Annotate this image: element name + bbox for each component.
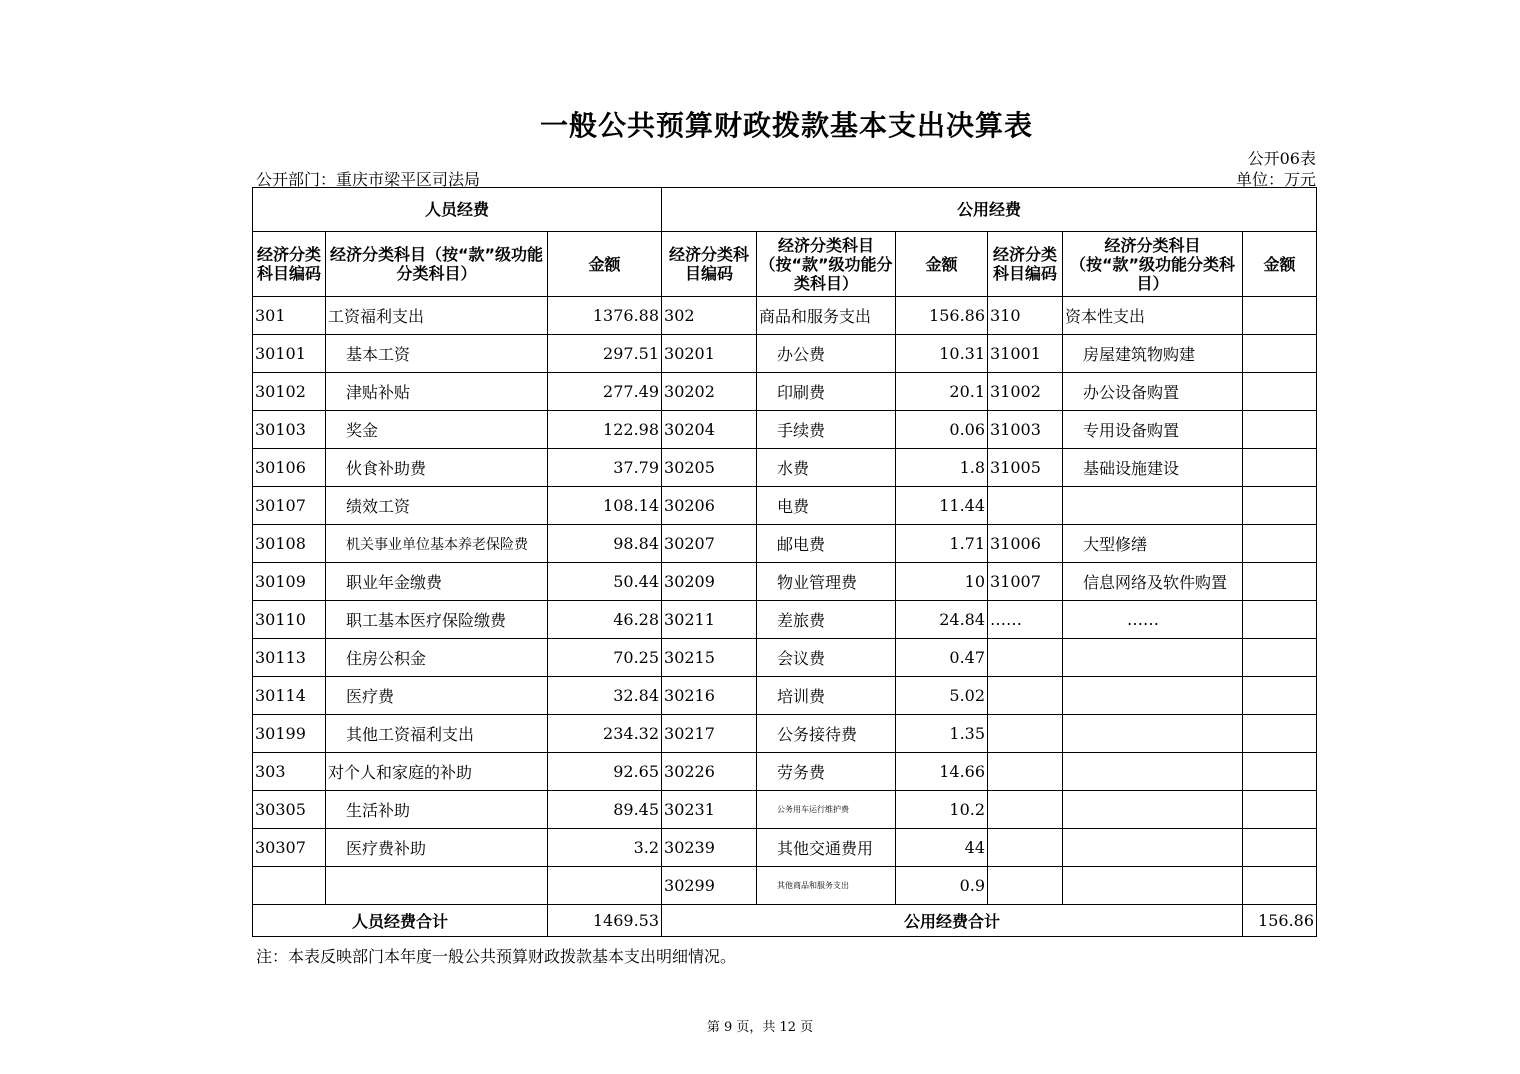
cell-name: [1063, 829, 1243, 867]
cell-code: 31002: [988, 373, 1063, 411]
cell-name: 资本性支出: [1063, 297, 1243, 335]
cell-name: 对个人和家庭的补助: [326, 753, 548, 791]
cell-amount: 277.49: [548, 373, 662, 411]
cell-name: 职业年金缴费: [326, 563, 548, 601]
cell-code: 30207: [662, 525, 757, 563]
cell-name: 公务接待费: [757, 715, 896, 753]
cell-name: 大型修缮: [1063, 525, 1243, 563]
cell-amount: 10: [896, 563, 988, 601]
expenditure-table: [252, 187, 1317, 937]
table-row: [253, 753, 1317, 791]
cell-code: [988, 487, 1063, 525]
cell-amount: [1243, 487, 1317, 525]
cell-amount: 108.14: [548, 487, 662, 525]
group-header-row: [253, 188, 1317, 232]
cell-name: 印刷费: [757, 373, 896, 411]
cell-name: 基础设施建设: [1063, 449, 1243, 487]
cell-amount: [1243, 601, 1317, 639]
cell-amount: 32.84: [548, 677, 662, 715]
cell-code: 30217: [662, 715, 757, 753]
cell-code: 30108: [253, 525, 326, 563]
cell-code: 30202: [662, 373, 757, 411]
cell-amount: 1.8: [896, 449, 988, 487]
cell-name: 专用设备购置: [1063, 411, 1243, 449]
cell-amount: 44: [896, 829, 988, 867]
form-number: 公开06表: [1247, 149, 1316, 168]
cell-code: 30299: [662, 867, 757, 905]
cell-amount: [1243, 525, 1317, 563]
cell-amount: [1243, 297, 1317, 335]
cell-code: 30209: [662, 563, 757, 601]
cell-amount: 234.32: [548, 715, 662, 753]
cell-amount: 50.44: [548, 563, 662, 601]
column-header-code: 经济分类科目编码: [988, 232, 1063, 297]
cell-amount: [1243, 563, 1317, 601]
cell-name: 办公设备购置: [1063, 373, 1243, 411]
cell-amount: 0.47: [896, 639, 988, 677]
page-number: 第 9 页，共 12 页: [706, 1020, 814, 1035]
cell-name: 津贴补贴: [326, 373, 548, 411]
table-row: [253, 297, 1317, 335]
column-header-amount: 金额: [548, 232, 662, 297]
table-row: [253, 715, 1317, 753]
table-row: [253, 867, 1317, 905]
cell-amount: 10.31: [896, 335, 988, 373]
total-public-label: 公用经费合计: [662, 905, 1243, 937]
cell-name: [1063, 639, 1243, 677]
cell-code: 31003: [988, 411, 1063, 449]
cell-code: 31007: [988, 563, 1063, 601]
cell-amount: 92.65: [548, 753, 662, 791]
cell-amount: 24.84: [896, 601, 988, 639]
cell-code: ……: [988, 601, 1063, 639]
cell-code: 30215: [662, 639, 757, 677]
cell-amount: 122.98: [548, 411, 662, 449]
cell-name: [1063, 715, 1243, 753]
cell-name: [1063, 867, 1243, 905]
cell-code: 310: [988, 297, 1063, 335]
cell-amount: 1376.88: [548, 297, 662, 335]
cell-code: 30103: [253, 411, 326, 449]
table-row: [253, 411, 1317, 449]
cell-code: 30205: [662, 449, 757, 487]
cell-code: 30305: [253, 791, 326, 829]
cell-amount: 156.86: [896, 297, 988, 335]
cell-name: 房屋建筑物购建: [1063, 335, 1243, 373]
cell-name: 其他交通费用: [757, 829, 896, 867]
cell-code: 30106: [253, 449, 326, 487]
cell-name: 商品和服务支出: [757, 297, 896, 335]
cell-amount: 14.66: [896, 753, 988, 791]
footnote: 注：本表反映部门本年度一般公共预算财政拨款基本支出明细情况。: [256, 947, 737, 966]
cell-code: 30114: [253, 677, 326, 715]
table-row: [253, 335, 1317, 373]
total-personnel-value: 1469.53: [548, 905, 662, 937]
cell-code: 31001: [988, 335, 1063, 373]
cell-code: 30113: [253, 639, 326, 677]
cell-code: [988, 867, 1063, 905]
cell-name: 公务用车运行维护费: [757, 791, 896, 829]
cell-name: 职工基本医疗保险缴费: [326, 601, 548, 639]
cell-name: 手续费: [757, 411, 896, 449]
cell-code: 30239: [662, 829, 757, 867]
cell-name: 生活补助: [326, 791, 548, 829]
cell-name: 差旅费: [757, 601, 896, 639]
column-header-name: 经济分类科目（按“款”级功能分类科目）: [757, 232, 896, 297]
cell-amount: [1243, 867, 1317, 905]
column-header-code: 经济分类科目编码: [253, 232, 326, 297]
cell-name: 办公费: [757, 335, 896, 373]
cell-amount: 0.06: [896, 411, 988, 449]
group-personnel-header: 人员经费: [253, 188, 662, 232]
cell-code: 30101: [253, 335, 326, 373]
cell-name: 工资福利支出: [326, 297, 548, 335]
cell-code: 30110: [253, 601, 326, 639]
cell-code: [988, 753, 1063, 791]
column-header-row: [253, 232, 1317, 297]
column-header-name: 经济分类科目（按“款”级功能分类科目）: [326, 232, 548, 297]
total-public-value: 156.86: [1243, 905, 1317, 937]
cell-name: 培训费: [757, 677, 896, 715]
cell-name: 劳务费: [757, 753, 896, 791]
cell-amount: 3.2: [548, 829, 662, 867]
cell-name: 医疗费补助: [326, 829, 548, 867]
department-label: 公开部门：重庆市梁平区司法局: [256, 170, 481, 189]
cell-name: 伙食补助费: [326, 449, 548, 487]
cell-name: 住房公积金: [326, 639, 548, 677]
cell-amount: [1243, 639, 1317, 677]
cell-name: 基本工资: [326, 335, 548, 373]
cell-name: [1063, 677, 1243, 715]
cell-name: [1063, 753, 1243, 791]
table-row: [253, 487, 1317, 525]
cell-amount: 70.25: [548, 639, 662, 677]
column-header-name: 经济分类科目（按“款”级功能分类科目）: [1063, 232, 1243, 297]
cell-name: [1063, 791, 1243, 829]
cell-code: 30102: [253, 373, 326, 411]
cell-code: [988, 715, 1063, 753]
group-public-header: 公用经费: [662, 188, 1317, 232]
table-row: [253, 639, 1317, 677]
cell-amount: [1243, 791, 1317, 829]
cell-amount: 11.44: [896, 487, 988, 525]
cell-code: 30109: [253, 563, 326, 601]
cell-amount: 46.28: [548, 601, 662, 639]
cell-amount: [1243, 373, 1317, 411]
cell-amount: 98.84: [548, 525, 662, 563]
cell-name: 水费: [757, 449, 896, 487]
cell-name: [326, 867, 548, 905]
cell-amount: 37.79: [548, 449, 662, 487]
cell-name: [1063, 487, 1243, 525]
column-header-amount: 金额: [1243, 232, 1317, 297]
cell-amount: 20.1: [896, 373, 988, 411]
cell-amount: 89.45: [548, 791, 662, 829]
cell-code: [988, 791, 1063, 829]
table-row: [253, 373, 1317, 411]
cell-name: 医疗费: [326, 677, 548, 715]
cell-code: 31006: [988, 525, 1063, 563]
cell-amount: 297.51: [548, 335, 662, 373]
cell-name: 其他工资福利支出: [326, 715, 548, 753]
cell-amount: 1.35: [896, 715, 988, 753]
cell-name: 邮电费: [757, 525, 896, 563]
table-row: [253, 829, 1317, 867]
total-personnel-label: 人员经费合计: [253, 905, 548, 937]
cell-code: 30226: [662, 753, 757, 791]
cell-name: 电费: [757, 487, 896, 525]
table-row: [253, 525, 1317, 563]
column-header-code: 经济分类科目编码: [662, 232, 757, 297]
cell-amount: 0.9: [896, 867, 988, 905]
cell-code: 31005: [988, 449, 1063, 487]
cell-code: 302: [662, 297, 757, 335]
cell-amount: 10.2: [896, 791, 988, 829]
cell-code: [988, 639, 1063, 677]
cell-amount: [1243, 753, 1317, 791]
cell-code: 30216: [662, 677, 757, 715]
cell-amount: [1243, 411, 1317, 449]
cell-amount: [1243, 335, 1317, 373]
cell-code: 30199: [253, 715, 326, 753]
cell-name: 机关事业单位基本养老保险费: [326, 525, 548, 563]
cell-code: 30201: [662, 335, 757, 373]
cell-name: 物业管理费: [757, 563, 896, 601]
cell-amount: 5.02: [896, 677, 988, 715]
table-row: [253, 449, 1317, 487]
cell-code: 30107: [253, 487, 326, 525]
cell-name: 其他商品和服务支出: [757, 867, 896, 905]
column-header-amount: 金额: [896, 232, 988, 297]
cell-amount: [1243, 677, 1317, 715]
table-row: [253, 791, 1317, 829]
table-row: [253, 563, 1317, 601]
cell-amount: [1243, 829, 1317, 867]
cell-amount: [548, 867, 662, 905]
cell-code: 30307: [253, 829, 326, 867]
cell-name: ……: [1063, 601, 1243, 639]
cell-amount: 1.71: [896, 525, 988, 563]
cell-name: 绩效工资: [326, 487, 548, 525]
cell-name: 信息网络及软件购置: [1063, 563, 1243, 601]
cell-code: 301: [253, 297, 326, 335]
cell-code: [988, 677, 1063, 715]
cell-code: 30211: [662, 601, 757, 639]
cell-code: 30206: [662, 487, 757, 525]
cell-code: 30204: [662, 411, 757, 449]
cell-name: 会议费: [757, 639, 896, 677]
page-title: 一般公共预算财政拨款基本支出决算表: [539, 109, 1033, 142]
unit-label: 单位：万元: [1235, 170, 1316, 189]
cell-code: 30231: [662, 791, 757, 829]
table-row: [253, 601, 1317, 639]
cell-code: [988, 829, 1063, 867]
cell-amount: [1243, 715, 1317, 753]
cell-amount: [1243, 449, 1317, 487]
cell-code: [253, 867, 326, 905]
table-row: [253, 677, 1317, 715]
cell-name: 奖金: [326, 411, 548, 449]
cell-code: 303: [253, 753, 326, 791]
totals-row: [253, 905, 1317, 937]
